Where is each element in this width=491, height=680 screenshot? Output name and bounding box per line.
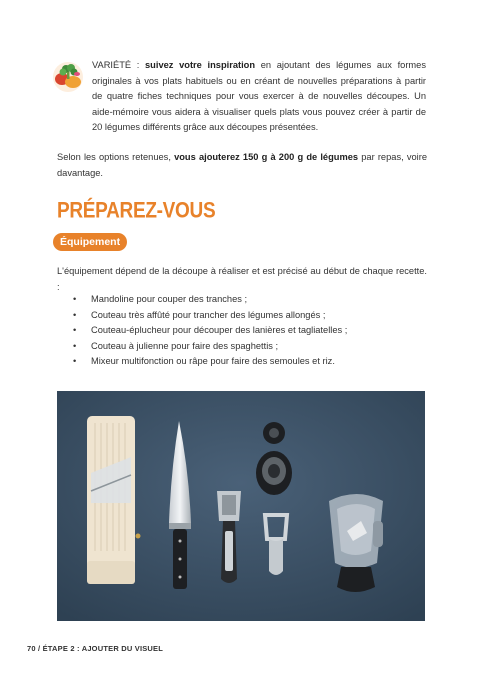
list-item: • Mixeur multifonction ou râpe pour faire des semoules et riz. xyxy=(73,354,347,370)
variety-lead: VARIÉTÉ : xyxy=(92,60,146,70)
equipment-pill: Équipement xyxy=(53,233,127,251)
section-title: PRÉPAREZ-VOUS xyxy=(57,199,216,224)
list-item: • Couteau-éplucheur pour découper des lanières et tagliatelles ; xyxy=(73,323,347,339)
list-item: • Couteau à julienne pour faire des spaghettis ; xyxy=(73,339,347,355)
mandoline xyxy=(87,416,141,584)
options-bold: vous ajouterez 150 g à 200 g de légumes xyxy=(174,152,359,162)
options-rest: par repas, voire davantage. xyxy=(57,152,427,178)
variety-rest: en ajoutant des légumes aux formes originales à vos plats habituels ou en créant de nouvelles préparations à partir de quatre fiches techniques pour vous exercer à de nouvelles découpes. Un aide-mémoire vous aidera à visualiser quels plats vous pouvez créer à partir de 20 légumes différents grâce aux découpes présentées. xyxy=(92,60,426,133)
variety-paragraph xyxy=(92,58,426,136)
equipment-photo xyxy=(57,391,425,621)
page-footer xyxy=(27,644,163,653)
equipment-list xyxy=(73,292,347,370)
chapter-title: ÉTAPE 2 : AJOUTER DU VISUEL xyxy=(42,644,164,653)
vegetables-icon xyxy=(50,58,86,94)
footer-separator: / xyxy=(35,644,43,653)
page-number: 70 xyxy=(27,644,36,653)
options-lead: Selon les options retenues, xyxy=(57,152,175,162)
equipment-intro: L'équipement dépend de la découpe à réaliser et est précisé au début de chaque recette. : xyxy=(57,266,427,292)
variety-bold: suivez votre inspiration xyxy=(145,60,256,70)
list-item: • Mandoline pour couper des tranches ; xyxy=(73,292,347,308)
options-paragraph xyxy=(57,150,427,181)
list-item: • Couteau très affûté pour trancher des légumes allongés ; xyxy=(73,308,347,324)
